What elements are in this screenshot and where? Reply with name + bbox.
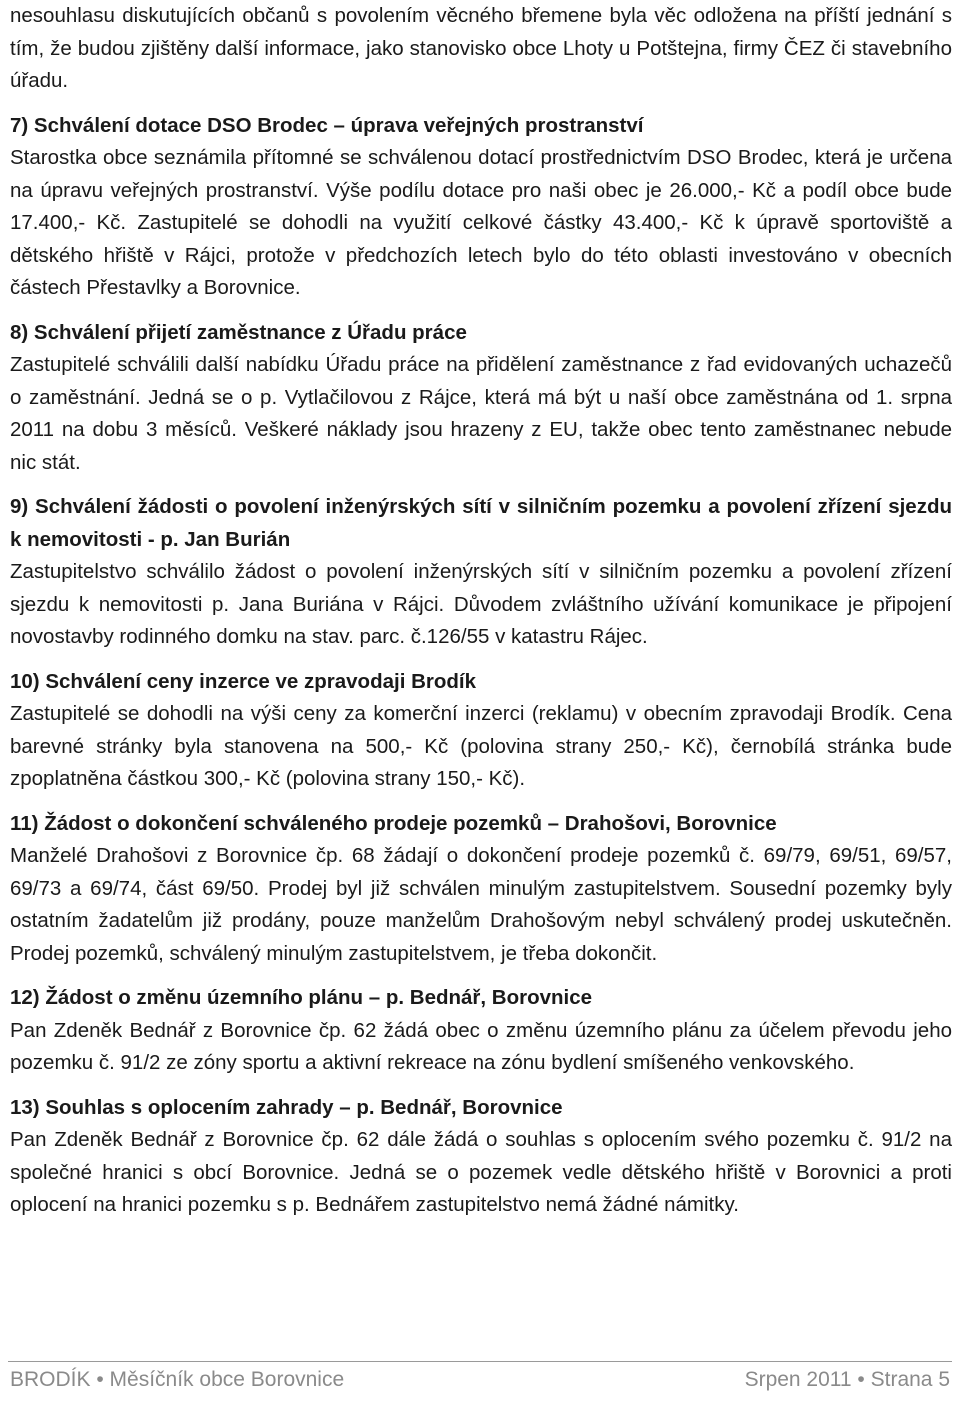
section-body: Pan Zdeněk Bednář z Borovnice čp. 62 dále žádá o souhlas s oplocením svého pozemku č. 91/2 na společné hranici s obcí Borovnice. Jedná se o pozemek vedle dětského hřiště v Borovnici a proti oplocení na hranici pozemku s p. Bednářem zastupitelstvo nemá žádné námitky. [10, 1128, 952, 1216]
footer-divider [8, 1361, 952, 1362]
section-body: Starostka obce seznámila přítomné se schválenou dotací prostřednictvím DSO Brodec, která je určena na úpravu veřejných prostranství. Výše podílu dotace pro naši obec je 26.000,- Kč a podíl obce bude 17.400,- Kč. Zastupitelé se dohodli na využití celkové částky 43.400,- Kč k úpravě sportoviště a dětského hřiště v Rájci, protože v předchozích letech bylo do této oblasti investováno v obecních částech Přestavlky a Borovnice. [10, 146, 952, 299]
section-heading: 8) Schválení přijetí zaměstnance z Úřadu práce [10, 320, 467, 344]
page-footer [10, 1368, 950, 1392]
section-body: Zastupitelstvo schválilo žádost o povolení inženýrských sítí v silničním pozemku a povolení zřízení sjezdu k nemovitosti p. Jana Buriána v Rájci. Důvodem zvláštního užívání komunikace je připojení novostavby rodinného domku na stav. parc. č.126/55 v katastru Rájec. [10, 560, 952, 648]
section-13 [10, 1092, 952, 1222]
section-heading: 9) Schválení žádosti o povolení inženýrských sítí v silničním pozemku a povolení zřízení sjezdu k nemovitosti - p. Jan Burián [10, 495, 952, 551]
section-10 [10, 666, 952, 796]
footer-page-info: Srpen 2011 • Strana 5 [744, 1368, 950, 1391]
footer-publication: BRODÍK • Měsíčník obce Borovnice [10, 1368, 345, 1391]
intro-paragraph: nesouhlasu diskutujících občanů s povolením věcného břemene byla věc odložena na příští jednání s tím, že budou zjištěny další informace, jako stanovisko obce Lhoty u Potštejna, firmy ČEZ či stavebního úřadu. [10, 4, 952, 92]
section-body: Zastupitelé se dohodli na výši ceny za komerční inzerci (reklamu) v obecním zpravodaji Brodík. Cena barevné stránky byla stanovena na 500,- Kč (polovina strany 250,- Kč), černobílá stránka bude zpoplatněna částkou 300,- Kč (polovina strany 150,- Kč). [10, 702, 952, 790]
section-body: Manželé Drahošovi z Borovnice čp. 68 žádají o dokončení prodeje pozemků č. 69/79, 69/51, 69/57, 69/73 a 69/74, část 69/50. Prodej byl již schválen minulým zastupitelstvem. Sousední pozemky byly ostatním žadatelům již prodány, pouze manželům Drahošovým nebyl schválený prodej uskutečněn. Prodej pozemků, schválený minulým zastupitelstvem, je třeba dokončit. [10, 844, 952, 965]
section-9 [10, 491, 952, 654]
section-heading: 11) Žádost o dokončení schváleného prodeje pozemků – Drahošovi, Borovnice [10, 811, 777, 835]
section-heading: 10) Schválení ceny inzerce ve zpravodaji Brodík [10, 669, 477, 693]
section-heading: 7) Schválení dotace DSO Brodec – úprava veřejných prostranství [10, 113, 644, 137]
page-content [10, 0, 952, 1234]
section-12 [10, 982, 952, 1080]
section-heading: 12) Žádost o změnu územního plánu – p. Bednář, Borovnice [10, 986, 593, 1009]
section-heading: 13) Souhlas s oplocením zahrady – p. Bednář, Borovnice [10, 1095, 563, 1119]
section-body: Pan Zdeněk Bednář z Borovnice čp. 62 žádá obec o změnu územního plánu za účelem převodu jeho pozemku č. 91/2 ze zóny sportu a aktivní rekreace na zónu bydlení smíšeného venkovského. [10, 1018, 952, 1074]
section-7 [10, 110, 952, 305]
section-8 [10, 317, 952, 480]
section-body: Zastupitelé schválili další nabídku Úřadu práce na přidělení zaměstnance z řad evidovaných uchazečů o zaměstnání. Jedná se o p. Vytlačilovou z Rájce, která má být u naší obce zaměstnána od 1. srpna 2011 na dobu 3 měsíců. Veškeré náklady jsou hrazeny z EU, takže obec tento zaměstnanec nebude nic stát. [10, 353, 952, 474]
section-11 [10, 808, 952, 971]
